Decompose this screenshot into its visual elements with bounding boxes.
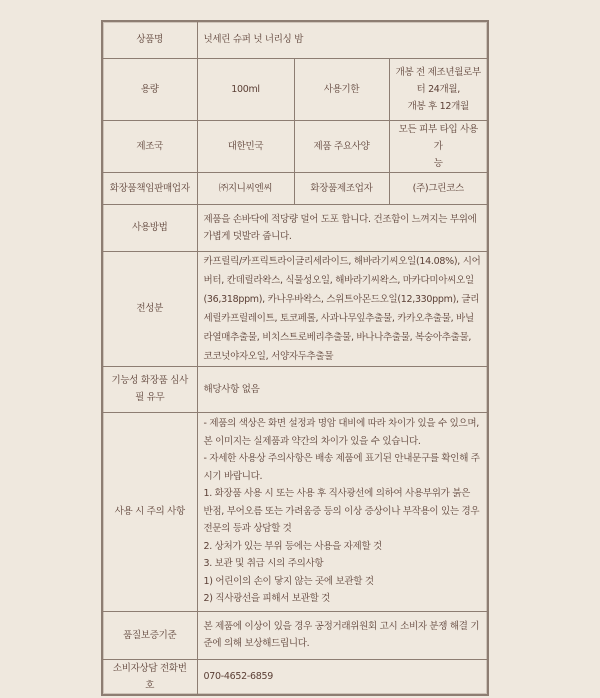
caution-line: 1. 화장품 사용 시 또는 사용 후 직사광선에 의하여 사용부위가 붉은 반점, 부어오름 또는 가려움증 등의 이상 증상이나 부작용이 있는 경우 전문의 등과 상담할 것 bbox=[203, 488, 480, 535]
caution-line: - 자세한 사용상 주의사항은 배송 제품에 표기된 안내문구를 확인해 주시기 바랍니다. bbox=[203, 453, 480, 482]
product-name-label: 상품명 bbox=[102, 21, 197, 58]
main-spec-line: 능 bbox=[433, 157, 443, 169]
country-label: 제조국 bbox=[102, 120, 197, 172]
phone-value: 070-4652-6859 bbox=[197, 659, 488, 695]
row-ingredients bbox=[102, 251, 488, 366]
ingredients-label: 전성분 bbox=[102, 251, 197, 366]
quality-label: 품질보증기준 bbox=[102, 611, 197, 659]
row-seller-manufacturer bbox=[102, 172, 488, 204]
functional-label: 기능성 화장품 심사 필 유무 bbox=[102, 366, 197, 412]
phone-label: 소비자상담 전화번호 bbox=[102, 659, 197, 695]
product-name-value: 넛세린 슈퍼 넛 너리싱 밤 bbox=[197, 21, 488, 58]
ingredients-value: 카프릴릭/카프릭트라이글리세라이드, 해바라기씨오일(14.08%), 시어버터, 칸데릴라왁스, 식물성오일, 해바라기씨왁스, 마카다미아씨오일(36,318ppm), 카나우바왁스, 스위트아몬드오일(12,330ppm), 글리세릴카프릴레이트, 토코페롤, 사과나무잎추출물, 카카오추출물, 바닐라열매추출물, 비치스트로베리추출물, 바나나추출물, 복숭아추출물, 코코넛야자오일, 서양자두추출물 bbox=[197, 251, 488, 366]
expiry-line: 개봉 후 12개월 bbox=[407, 100, 469, 112]
country-value: 대한민국 bbox=[197, 120, 294, 172]
usage-label: 사용방법 bbox=[102, 204, 197, 251]
seller-label: 화장품책임판매업자 bbox=[102, 172, 197, 204]
manufacturer-value: (주)그린코스 bbox=[389, 172, 488, 204]
row-quality bbox=[102, 611, 488, 659]
expiry-line: 터 24개월, bbox=[416, 83, 461, 95]
row-product-name bbox=[102, 21, 488, 58]
manufacturer-label: 화장품제조업자 bbox=[294, 172, 389, 204]
row-caution bbox=[102, 412, 488, 611]
caution-line: 1) 어린이의 손이 닿지 않는 곳에 보관할 것 bbox=[203, 575, 374, 587]
product-info-table bbox=[101, 20, 489, 696]
main-spec-value bbox=[389, 120, 488, 172]
expiry-line: 개봉 전 제조년월로부 bbox=[395, 66, 481, 78]
usage-value: 제품을 손바닥에 적당량 덜어 도포 합니다. 건조함이 느껴지는 부위에 가볍게 덧발라 줍니다. bbox=[197, 204, 488, 251]
row-phone bbox=[102, 659, 488, 695]
caution-line: 2. 상처가 있는 부위 등에는 사용을 자제할 것 bbox=[203, 540, 382, 552]
caution-line: 3. 보관 및 취급 시의 주의사항 bbox=[203, 558, 324, 570]
main-spec-label: 제품 주요사양 bbox=[294, 120, 389, 172]
seller-value: ㈜지니씨엔씨 bbox=[197, 172, 294, 204]
caution-label: 사용 시 주의 사항 bbox=[102, 412, 197, 611]
product-info-container bbox=[101, 20, 487, 696]
row-volume-expiry bbox=[102, 58, 488, 120]
volume-value: 100ml bbox=[197, 58, 294, 120]
caution-line: 2) 직사광선을 피해서 보관할 것 bbox=[203, 593, 331, 605]
main-spec-line: 모든 피부 타입 사용 가 bbox=[398, 123, 478, 152]
quality-value: 본 제품에 이상이 있을 경우 공정거래위원회 고시 소비자 분쟁 해결 기준에 의해 보상해드립니다. bbox=[197, 611, 488, 659]
row-functional bbox=[102, 366, 488, 412]
caution-value bbox=[197, 412, 488, 611]
expiry-value bbox=[389, 58, 488, 120]
caution-line: - 제품의 색상은 화면 설정과 명암 대비에 따라 차이가 있을 수 있으며, 본 이미지는 실제품과 약간의 차이가 있을 수 있습니다. bbox=[203, 418, 479, 447]
expiry-label: 사용기한 bbox=[294, 58, 389, 120]
row-country-spec bbox=[102, 120, 488, 172]
row-usage bbox=[102, 204, 488, 251]
functional-value: 해당사항 없음 bbox=[197, 366, 488, 412]
volume-label: 용량 bbox=[102, 58, 197, 120]
